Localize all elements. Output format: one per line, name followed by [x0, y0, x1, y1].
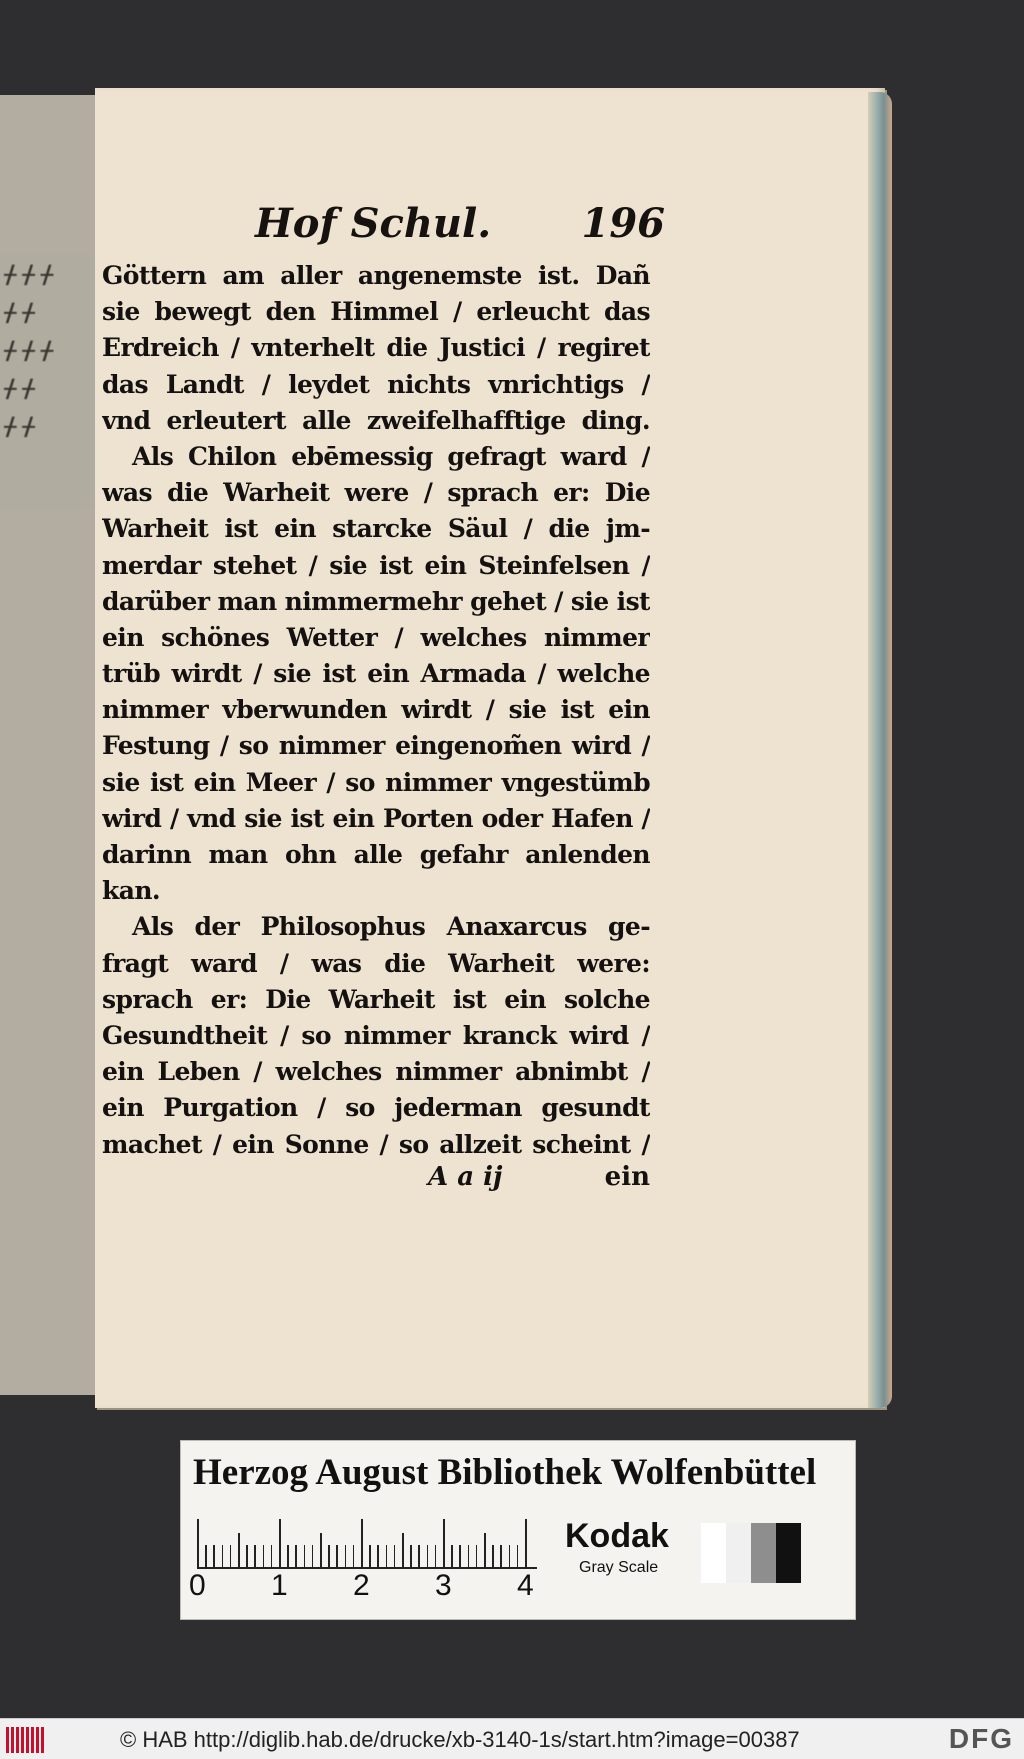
page-header: [255, 200, 665, 256]
footer-bar: [0, 1718, 1024, 1759]
ruler-tick: [230, 1545, 232, 1569]
ruler-numbers: [189, 1569, 549, 1609]
text-line: darinn man ohn alle gefahr anlenden: [102, 840, 650, 869]
ruler-number: 0: [189, 1569, 206, 1602]
hab-logo-icon: [6, 1727, 44, 1753]
ruler-tick: [279, 1519, 281, 1569]
ruler-tick: [435, 1545, 437, 1569]
body-text: [102, 258, 650, 1163]
text-line: sprach er: Die Warheit ist ein solche: [102, 984, 650, 1014]
text-line: Als der Philosophus Anaxarcus ge-: [132, 912, 650, 942]
text-line: Erdreich / vnterhelt die Justici / regiret: [102, 333, 650, 363]
ruler-tick: [410, 1545, 412, 1569]
text-line: Als Chilon ebēmessig gefragt ward /: [132, 441, 650, 471]
dfg-logo: DFG: [948, 1723, 1014, 1754]
ruler-tick: [525, 1519, 527, 1569]
text-line: was die Warheit were / sprach er: Die: [102, 478, 650, 508]
ruler-tick: [345, 1545, 347, 1569]
gray-patch-mid: [751, 1523, 776, 1583]
ruler-tick: [336, 1545, 338, 1569]
ruler-tick: [254, 1545, 256, 1569]
ruler-tick: [443, 1519, 445, 1569]
page-fore-edge: [868, 92, 892, 1408]
text-line: wird / vnd sie ist ein Porten oder Hafen /: [102, 803, 650, 833]
ruler-tick: [369, 1545, 371, 1569]
ruler-tick: [492, 1545, 494, 1569]
ruler-tick: [459, 1545, 461, 1569]
ruler-tick: [361, 1519, 363, 1569]
gray-scale-label: Gray Scale: [579, 1559, 659, 1576]
text-line: sie bewegt den Himmel / erleucht das: [102, 297, 650, 327]
text-line: nimmer vberwunden wirdt / sie ist ein: [102, 695, 650, 725]
ruler-tick: [271, 1545, 273, 1569]
ruler-tick: [476, 1545, 478, 1569]
institution-name: Herzog August Bibliothek Wolfenbüttel: [193, 1452, 817, 1493]
running-title: Hof Schul.: [255, 200, 492, 247]
ruler-tick: [287, 1545, 289, 1569]
ruler-tick: [377, 1545, 379, 1569]
text-line: Göttern am aller angenemste ist. Dañ: [102, 261, 650, 290]
ruler-tick: [304, 1545, 306, 1569]
ruler-tick: [517, 1545, 519, 1569]
ruler-tick: [386, 1545, 388, 1569]
text-line: machet / ein Sonne / so allzeit scheint /: [102, 1129, 650, 1159]
text-line: ein Leben / welches nimmer abnimbt /: [102, 1057, 650, 1087]
ruler-tick: [328, 1545, 330, 1569]
signature-line: [428, 1162, 650, 1202]
ruler-tick: [418, 1545, 420, 1569]
color-scale-card: [180, 1440, 856, 1620]
text-line: vnd erleutert alle zweifelhafftige ding.: [102, 405, 650, 435]
ruler-tick: [312, 1545, 314, 1569]
gray-patch-light: [726, 1523, 751, 1583]
text-line: Warheit ist ein starcke Säul / die jm-: [102, 514, 650, 544]
ruler-tick: [509, 1545, 511, 1569]
ruler: [197, 1515, 537, 1569]
gray-patch-white: [701, 1523, 726, 1583]
ruler-tick: [263, 1545, 265, 1569]
ruler-tick: [197, 1519, 199, 1569]
ruler-number: 3: [435, 1569, 452, 1602]
ruler-number: 4: [517, 1569, 534, 1602]
ruler-tick: [394, 1545, 396, 1569]
ruler-tick: [451, 1545, 453, 1569]
text-line: Festung / so nimmer eingenom̃en wird /: [102, 731, 650, 761]
text-line: kan.: [102, 876, 161, 906]
copyright-link[interactable]: © HAB http://diglib.hab.de/drucke/xb-3140-1s/start.htm?image=00387: [120, 1727, 800, 1752]
ruler-tick: [484, 1533, 486, 1569]
signature-mark: A a ij: [428, 1162, 503, 1192]
ruler-number: 2: [353, 1569, 370, 1602]
text-line: merdar stehet / sie ist ein Steinfelsen /: [102, 550, 650, 580]
text-line: ein schönes Wetter / welches nimmer: [102, 622, 650, 652]
ruler-tick: [353, 1545, 355, 1569]
ruler-tick: [500, 1545, 502, 1569]
ruler-tick: [213, 1545, 215, 1569]
text-line: Gesundtheit / so nimmer kranck wird /: [102, 1020, 650, 1050]
kodak-brand: Kodak: [565, 1517, 669, 1555]
ruler-number: 1: [271, 1569, 288, 1602]
ruler-tick: [402, 1533, 404, 1569]
text-line: sie ist ein Meer / so nimmer vngestümb: [102, 767, 650, 797]
ruler-tick: [222, 1545, 224, 1569]
show-through-text: ᚋ ᚋ ᚋ ᚋ ᚋ ᚋ ᚋ ᚋ ᚋ ᚋ ᚋ ᚋ: [4, 259, 53, 440]
ruler-tick: [320, 1533, 322, 1569]
ruler-tick: [427, 1545, 429, 1569]
text-line: ein Purgation / so jederman gesundt: [102, 1093, 650, 1123]
folio-number: 196: [581, 200, 665, 247]
ruler-tick: [295, 1545, 297, 1569]
ruler-tick: [246, 1545, 248, 1569]
text-line: trüb wirdt / sie ist ein Armada / welche: [102, 659, 650, 689]
gray-patches: [701, 1523, 801, 1583]
text-line: darüber man nimmermehr gehet / sie ist: [102, 586, 650, 616]
gray-patch-black: [776, 1523, 801, 1583]
ruler-tick: [468, 1545, 470, 1569]
ruler-tick: [238, 1533, 240, 1569]
ruler-tick: [205, 1545, 207, 1569]
text-line: das Landt / leydet nichts vnrichtigs /: [102, 369, 650, 399]
catchword: ein: [604, 1162, 650, 1192]
previous-page-edge: [0, 95, 95, 1395]
text-line: fragt ward / was die Warheit were:: [102, 948, 650, 978]
